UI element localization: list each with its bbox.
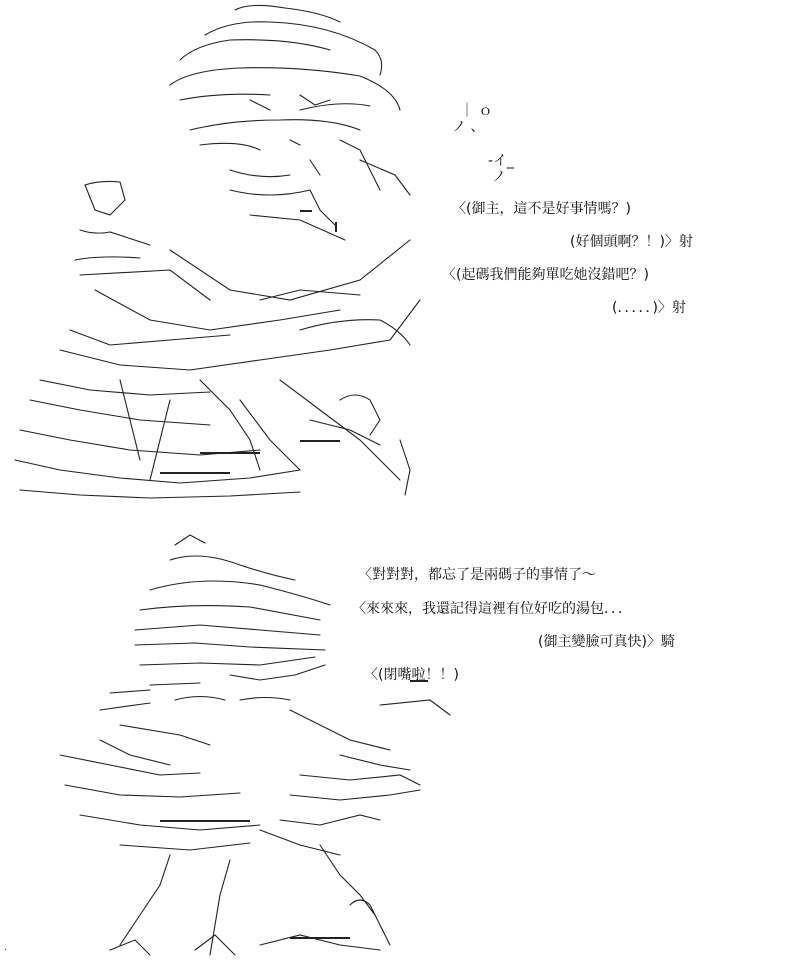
deco-tail: ノ	[492, 169, 506, 185]
dialogue-line: (好個頭啊？！)〉射	[570, 234, 693, 250]
ascii-art-bottom-drawing	[0, 525, 460, 965]
dialogue-line: (．．．．．)〉射	[612, 300, 686, 316]
dialogue-line: 〈(起碼我們能夠單吃她沒錯吧？)	[442, 267, 649, 283]
deco-middle: ノ 、	[452, 119, 485, 135]
dialogue-line: 〈(閉嘴啦！！)	[364, 667, 459, 683]
page-marker: .	[4, 942, 8, 953]
ascii-art-bottom	[0, 525, 460, 965]
dialogue-line: 〈(御主，這不是好事情嗎？)	[452, 201, 631, 217]
deco-top: ｜ ｏ	[460, 103, 493, 119]
deco-lower: -イ_	[488, 153, 515, 169]
dialogue-line: 〈來來來，我還記得這裡有位好吃的湯包．．．	[352, 601, 632, 617]
dialogue-line: 〈對對對，都忘了是兩碼子的事情了～	[358, 567, 596, 583]
dialogue-line: (御主變臉可真快)〉騎	[538, 634, 675, 650]
ascii-art-top-drawing	[0, 0, 460, 510]
ascii-art-top	[0, 0, 460, 510]
